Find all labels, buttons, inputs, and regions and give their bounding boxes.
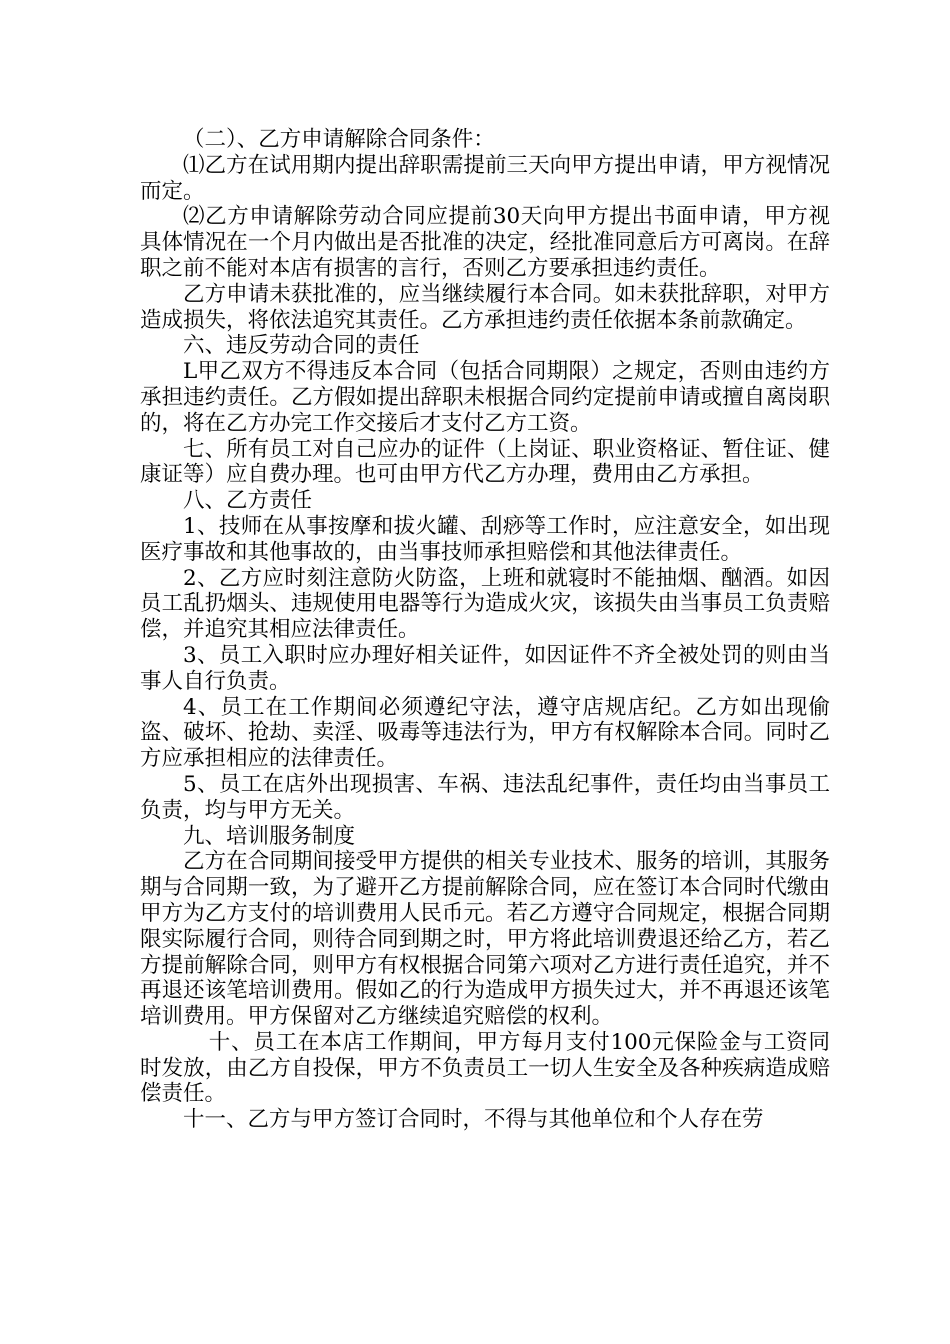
duty-item-1: 1、技师在从事按摩和拔火罐、刮痧等工作时，应注意安全，如出现医疗事故和其他事故的，由当事技师承担赔偿和其他法律责任。 [140,513,830,565]
duty-item-4: 4、员工在工作期间必须遵纪守法，遵守店规店纪。乙方如出现偷盗、破坏、抢劫、卖淫、吸毒等违法行为，甲方有权解除本合同。同时乙方应承担相应的法律责任。 [140,694,830,772]
clause-training-fee: 乙方在合同期间接受甲方提供的相关专业技术、服务的培训，其服务期与合同期一致，为了避开乙方提前解除合同，应在签订本合同时代缴由甲方为乙方支付的培训费用人民币元。若乙方遵守合同规定，根据合同期限实际履行合同，则待合同到期之时，甲方将此培训费退还给乙方，若乙方提前解除合同，则甲方有权根据合同第六项对乙方进行责任追究，并不再退还该笔培训费用。假如乙的行为造成甲方损失过大，并不再退还该笔培训费用。甲方保留对乙方继续追究赔偿的权利。 [140,849,830,1030]
clause-probation-resignation: ⑴乙方在试用期内提出辞职需提前三天向甲方提出申请，甲方视情况而定。 [140,152,830,204]
clause-unapproved-resignation: 乙方申请未获批准的，应当继续履行本合同。如未获批辞职，对甲方造成损失，将依法追究其责任。乙方承担违约责任依据本条前款确定。 [140,281,830,333]
clause-insurance: 十、员工在本店工作期间，甲方每月支付100元保险金与工资同时发放，由乙方自投保，甲方不负责员工一切人生安全及各种疾病造成赔偿责任。 [140,1029,830,1107]
section-heading-party-b-duties: 八、乙方责任 [183,488,313,514]
clause-mutual-obligation: L甲乙双方不得违反本合同（包括合同期限）之规定，否则由违约方承担违约责任。乙方假如提出辞职未根据合同约定提前申请或擅自离岗职的，将在乙方办完工作交接后才支付乙方工资。 [140,359,830,436]
section-heading-breach-liability: 六、违反劳动合同的责任 [183,333,420,359]
document-body [140,127,830,1133]
clause-exclusive-employment: 十一、乙方与甲方签订合同时，不得与其他单位和个人存在劳 [183,1107,764,1133]
duty-item-2: 2、乙方应时刻注意防火防盗，上班和就寝时不能抽烟、酗酒。如因员工乱扔烟头、违规使用电器等行为造成火灾，该损失由当事员工负责赔偿，并追究其相应法律责任。 [140,565,830,643]
section-heading-training: 九、培训服务制度 [183,823,356,849]
clause-certificates: 七、所有员工对自己应办的证件（上岗证、职业资格证、暂住证、健康证等）应自费办理。也可由甲方代乙方办理，费用由乙方承担。 [140,436,830,488]
section-heading-termination-conditions: （二）、乙方申请解除合同条件： [183,127,495,152]
duty-item-5: 5、员工在店外出现损害、车祸、违法乱纪事件，责任均由当事员工负责，均与甲方无关。 [140,771,830,823]
duty-item-3: 3、员工入职时应办理好相关证件，如因证件不齐全被处罚的则由当事人自行负责。 [140,642,830,694]
clause-30-day-notice: ⑵乙方申请解除劳动合同应提前30天向甲方提出书面申请，甲方视具体情况在一个月内做出是否批准的决定，经批准同意后方可离岗。在辞职之前不能对本店有损害的言行，否则乙方要承担违约责任。 [140,204,830,281]
